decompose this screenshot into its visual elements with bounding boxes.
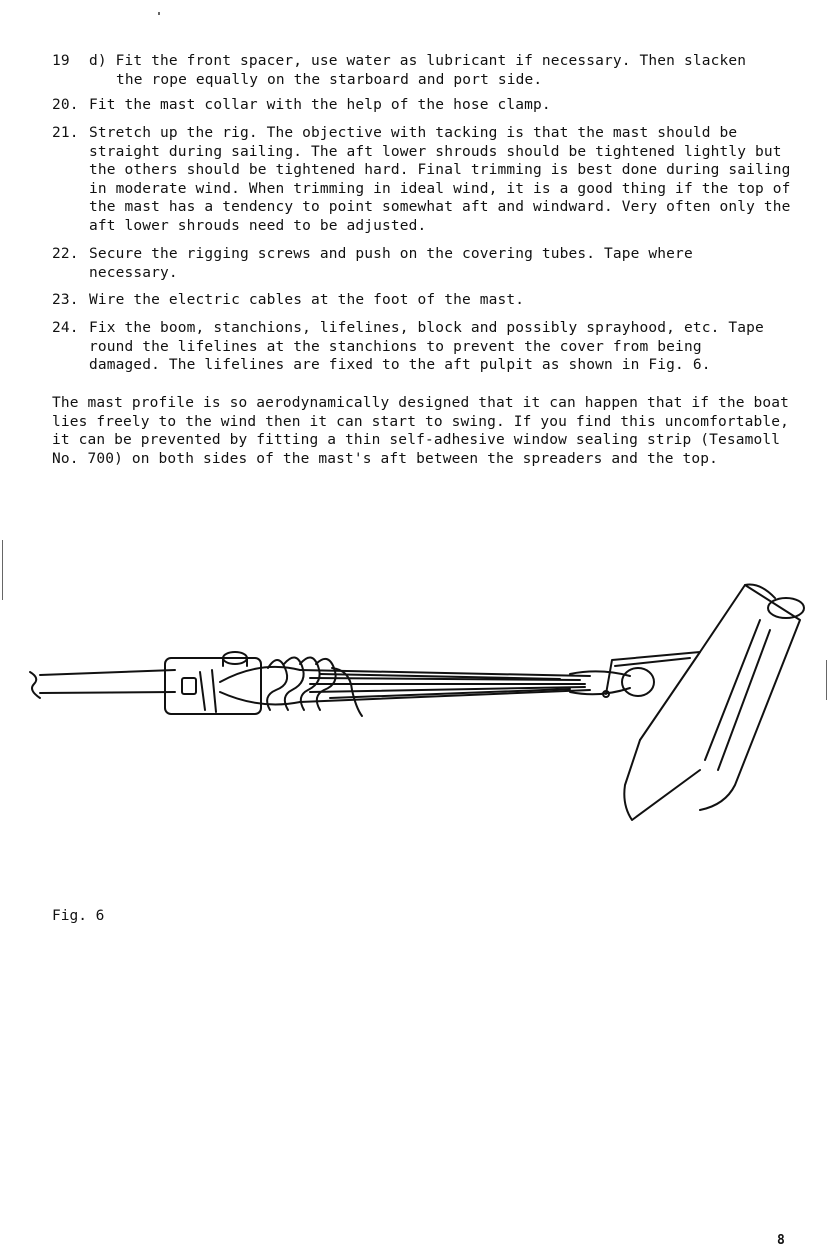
instruction-item-19 (52, 52, 792, 89)
item-number: 20. (52, 97, 79, 113)
item-text: Secure the rigging screws and push on the covering tubes. Tape where necessary. (89, 246, 693, 281)
item-number: 22. (52, 246, 79, 262)
item-text: Fit the mast collar with the help of the hose clamp. (89, 97, 551, 113)
figure-caption: Fig. 6 (52, 908, 105, 924)
scan-artifact (158, 12, 160, 15)
instruction-item-20 (52, 96, 792, 115)
instruction-item-21 (52, 124, 792, 235)
item-number: 23. (52, 292, 79, 308)
item-text: Fix the boom, stanchions, lifelines, block and possibly sprayhood, etc. Tape round the lifelines at the stanchions to prevent the cover from being damaged. The lifelines are fixed to the aft pulpit as shown in Fig. 6. (89, 320, 764, 373)
lifeline-pulpit-illustration (0, 560, 831, 840)
item-number: 24. (52, 320, 79, 336)
scan-artifact (826, 660, 827, 700)
item-text-continuation: the rope equally on the starboard and port side. (116, 71, 543, 88)
page-number: 8 (777, 1233, 785, 1248)
item-text: d) Fit the front spacer, use water as lubricant if necessary. Then slacken (89, 53, 747, 69)
mast-profile-paragraph: The mast profile is so aerodynamically designed that it can happen that if the boat lies freely to the wind then it can start to swing. If you find this uncomfortable, it can be prevented by fitting a thin self-adhesive window sealing strip (Tesamoll No. 700) on both sides of the mast's aft between the spreaders and the top. (52, 395, 790, 467)
instruction-item-22 (52, 245, 792, 282)
item-text: Wire the electric cables at the foot of the mast. (89, 292, 525, 308)
item-number: 19 (52, 53, 70, 69)
instruction-item-23 (52, 291, 792, 310)
scan-artifact (2, 540, 3, 600)
item-text: Stretch up the rig. The objective with tacking is that the mast should be straight during sailing. The aft lower shrouds should be tightened lightly but the others should be tightened hard. Final trimming is best done during sailing in moderate wind. When trimming in ideal wind, it is a good thing if the top of the mast has a tendency to point somewhat aft and windward. Very often only the aft lower shrouds need to be adjusted. (89, 125, 791, 234)
instruction-item-24 (52, 319, 792, 375)
item-number: 21. (52, 125, 79, 141)
